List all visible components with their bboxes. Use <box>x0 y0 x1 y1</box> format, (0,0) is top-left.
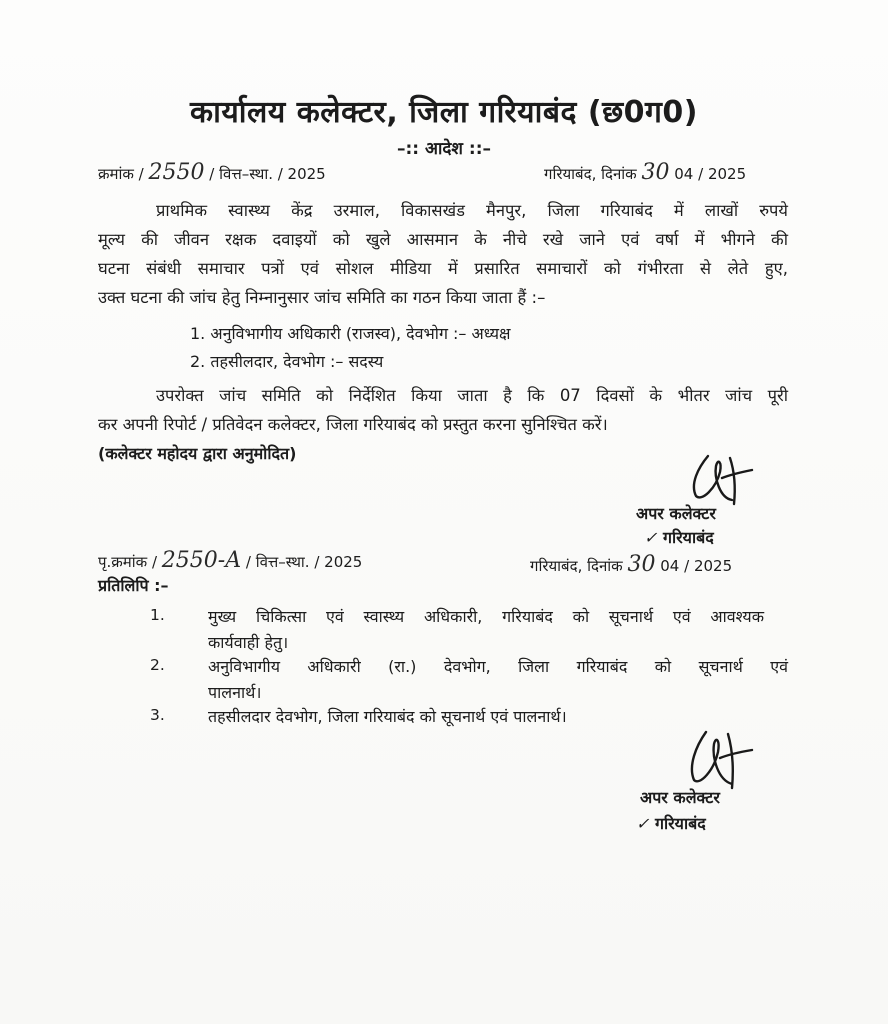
check-mark-icon: ✓ <box>644 528 658 547</box>
date-handwritten: 30 <box>641 160 670 185</box>
copy-number-1: 1. <box>150 606 165 624</box>
paragraph-line: उक्त घटना की जांच हेतु निम्नानुसार जांच समिति का गठन किया जाता हैं :– <box>98 288 546 307</box>
endorsement-date <box>530 552 732 577</box>
signatory-district-2-text: गरियाबंद <box>654 814 706 833</box>
copy-line: तहसीलदार देवभोग, जिला गरियाबंद को सूचनार्थ एवं पालनार्थ। <box>208 707 567 726</box>
approval-note: (कलेक्टर महोदय द्वारा अनुमोदित) <box>98 444 297 463</box>
date-suffix: 04 / 2025 <box>674 165 747 183</box>
signatory-designation-2: अपर कलेक्टर <box>640 788 720 807</box>
signatory-district-1 <box>644 526 714 548</box>
paragraph-line: मूल्य की जीवन रक्षक दवाइयों को खुले आसमान के नीचे रखे जाने एवं वर्षा में भीगने की <box>98 230 788 249</box>
endorsement-date-suffix: 04 / 2025 <box>660 557 733 575</box>
endorsement-number <box>98 548 362 573</box>
order-paragraph-1 <box>98 196 788 312</box>
copy-number-3: 3. <box>150 706 165 724</box>
signatory-district-1-text: गरियाबंद <box>662 528 714 547</box>
signatory-district-2 <box>636 812 706 834</box>
paragraph-line: कर अपनी रिपोर्ट / प्रतिवेदन कलेक्टर, जिला गरियाबंद को प्रस्तुत करना सुनिश्चित करें। <box>98 415 608 434</box>
place-date-label: गरियाबंद, दिनांक <box>544 165 637 183</box>
signature-2 <box>660 722 770 792</box>
copy-line: मुख्य चिकित्सा एवं स्वास्थ्य अधिकारी, गरियाबंद को सूचनार्थ एवं आवश्यक <box>208 607 764 626</box>
committee-member-2: 2. तहसीलदार, देवभोग :– सदस्य <box>190 352 384 371</box>
endorsement-number-handwritten: 2550-A <box>161 548 242 573</box>
copy-line: पालनार्थ। <box>208 683 262 702</box>
paragraph-line: प्राथमिक स्वास्थ्य केंद्र उरमाल, विकासखंड मैनपुर, जिला गरियाबंद में लाखों रुपये <box>156 201 788 220</box>
order-heading: –:: आदेश ::– <box>397 139 491 159</box>
reference-number-handwritten: 2550 <box>148 160 205 185</box>
order-paragraph-2 <box>98 381 788 439</box>
copy-number-2: 2. <box>150 656 165 674</box>
check-mark-icon: ✓ <box>636 814 650 833</box>
reference-number <box>98 160 326 185</box>
office-title: कार्यालय कलेक्टर, जिला गरियाबंद (छ0ग0) <box>190 95 698 130</box>
copy-recipient-2 <box>208 654 788 706</box>
endorsement-prefix: पृ.क्रमांक / <box>98 553 158 571</box>
copy-heading: प्रतिलिपि :– <box>98 576 169 595</box>
endorsement-suffix: / वित्त–स्था. / 2025 <box>245 553 363 571</box>
paragraph-line: उपरोक्त जांच समिति को निर्देशित किया जाता है कि 07 दिवसों के भीतर जांच पूरी <box>156 386 788 405</box>
reference-date <box>544 160 746 185</box>
copy-line: कार्यवाही हेतु। <box>208 633 289 652</box>
reference-suffix: / वित्त–स्था. / 2025 <box>209 165 326 183</box>
copy-line: अनुविभागीय अधिकारी (रा.) देवभोग, जिला गरियाबंद को सूचनार्थ एवं <box>208 657 788 676</box>
copy-recipient-1 <box>208 604 764 656</box>
signature-1 <box>660 448 770 508</box>
endorsement-date-handwritten: 30 <box>627 552 656 577</box>
paragraph-line: घटना संबंधी समाचार पत्रों एवं सोशल मीडिया में प्रसारित समाचारों को गंभीरता से लेते हुए, <box>98 259 788 278</box>
endorsement-date-label: गरियाबंद, दिनांक <box>530 557 623 575</box>
signatory-designation-1: अपर कलेक्टर <box>636 504 716 523</box>
reference-prefix: क्रमांक / <box>98 165 144 183</box>
committee-member-1: 1. अनुविभागीय अधिकारी (राजस्व), देवभोग :– अध्यक्ष <box>190 324 511 343</box>
